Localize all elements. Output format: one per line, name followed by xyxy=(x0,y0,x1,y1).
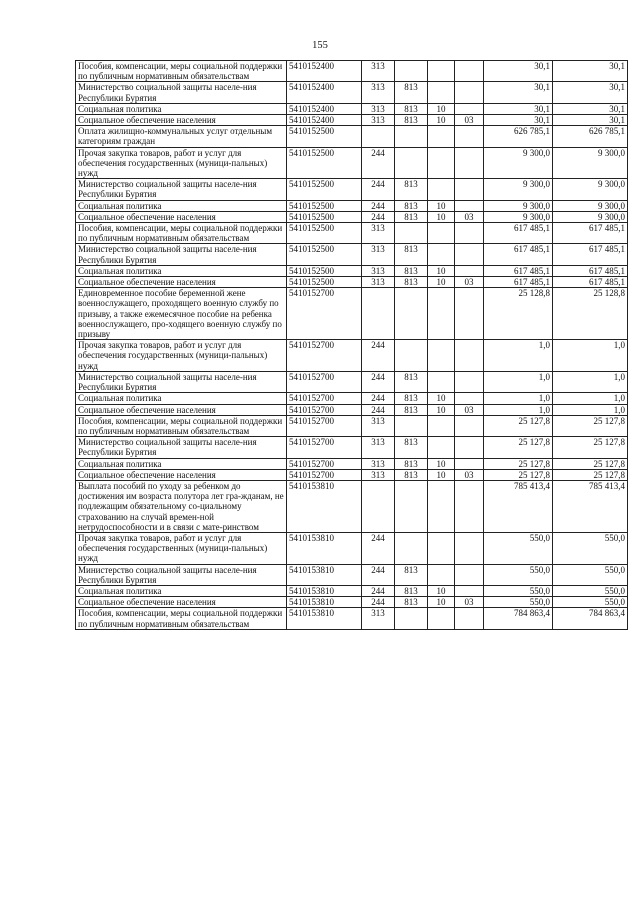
ministry-code-cell: 813 xyxy=(395,371,428,392)
subsection-cell xyxy=(455,585,484,596)
subsection-cell: 03 xyxy=(455,277,484,288)
expense-name-cell: Социальное обеспечение населения xyxy=(76,597,287,608)
expense-type-cell: 313 xyxy=(362,437,395,458)
expense-name-cell: Пособия, компенсации, меры социальной поддержки по публичным нормативным обязательствам xyxy=(76,608,287,629)
expense-type-cell: 313 xyxy=(362,103,395,114)
amount-year1-cell: 617 485,1 xyxy=(484,265,553,276)
section-cell: 10 xyxy=(428,597,455,608)
section-cell xyxy=(428,437,455,458)
amount-year2-cell: 25 127,8 xyxy=(553,458,628,469)
target-article-cell: 5410153810 xyxy=(287,564,362,585)
subsection-cell: 03 xyxy=(455,404,484,415)
expense-type-cell: 244 xyxy=(362,532,395,564)
section-cell xyxy=(428,288,455,340)
amount-year1-cell: 30,1 xyxy=(484,82,553,103)
ministry-code-cell: 813 xyxy=(395,115,428,126)
amount-year1-cell: 30,1 xyxy=(484,103,553,114)
amount-year1-cell: 9 300,0 xyxy=(484,147,553,179)
section-cell: 10 xyxy=(428,211,455,222)
amount-year1-cell: 9 300,0 xyxy=(484,200,553,211)
expense-type-cell: 313 xyxy=(362,608,395,629)
ministry-code-cell: 813 xyxy=(395,265,428,276)
subsection-cell xyxy=(455,244,484,265)
ministry-code-cell: 813 xyxy=(395,404,428,415)
amount-year2-cell: 9 300,0 xyxy=(553,179,628,200)
table-row xyxy=(76,480,628,532)
section-cell: 10 xyxy=(428,200,455,211)
amount-year2-cell: 30,1 xyxy=(553,61,628,82)
ministry-code-cell: 813 xyxy=(395,564,428,585)
subsection-cell xyxy=(455,458,484,469)
table-row xyxy=(76,608,628,629)
table-row xyxy=(76,211,628,222)
target-article-cell: 5410153810 xyxy=(287,480,362,532)
section-cell: 10 xyxy=(428,115,455,126)
subsection-cell: 03 xyxy=(455,597,484,608)
amount-year1-cell: 784 863,4 xyxy=(484,608,553,629)
target-article-cell: 5410152700 xyxy=(287,340,362,372)
table-row xyxy=(76,597,628,608)
expense-type-cell: 244 xyxy=(362,597,395,608)
expense-type-cell: 313 xyxy=(362,223,395,244)
target-article-cell: 5410152700 xyxy=(287,469,362,480)
section-cell: 10 xyxy=(428,585,455,596)
target-article-cell: 5410152700 xyxy=(287,393,362,404)
table-row xyxy=(76,585,628,596)
expense-name-cell: Социальное обеспечение населения xyxy=(76,277,287,288)
table-row xyxy=(76,265,628,276)
expense-type-cell: 244 xyxy=(362,585,395,596)
amount-year2-cell: 30,1 xyxy=(553,82,628,103)
amount-year2-cell: 25 127,8 xyxy=(553,437,628,458)
expense-name-cell: Социальное обеспечение населения xyxy=(76,404,287,415)
expense-name-cell: Пособия, компенсации, меры социальной поддержки по публичным нормативным обязательствам xyxy=(76,415,287,436)
table-row xyxy=(76,244,628,265)
table-row xyxy=(76,200,628,211)
section-cell xyxy=(428,223,455,244)
ministry-code-cell xyxy=(395,61,428,82)
section-cell: 10 xyxy=(428,393,455,404)
amount-year1-cell: 1,0 xyxy=(484,371,553,392)
target-article-cell: 5410152700 xyxy=(287,415,362,436)
amount-year2-cell: 785 413,4 xyxy=(553,480,628,532)
amount-year1-cell: 25 128,8 xyxy=(484,288,553,340)
table-row xyxy=(76,404,628,415)
expense-name-cell: Пособия, компенсации, меры социальной поддержки по публичным нормативным обязательствам xyxy=(76,61,287,82)
expense-type-cell xyxy=(362,480,395,532)
ministry-code-cell: 813 xyxy=(395,200,428,211)
ministry-code-cell xyxy=(395,126,428,147)
expense-type-cell xyxy=(362,288,395,340)
subsection-cell: 03 xyxy=(455,211,484,222)
section-cell xyxy=(428,480,455,532)
amount-year2-cell: 550,0 xyxy=(553,585,628,596)
amount-year1-cell: 550,0 xyxy=(484,585,553,596)
subsection-cell xyxy=(455,61,484,82)
budget-table xyxy=(75,60,628,630)
amount-year1-cell: 626 785,1 xyxy=(484,126,553,147)
subsection-cell xyxy=(455,288,484,340)
expense-name-cell: Социальная политика xyxy=(76,200,287,211)
ministry-code-cell: 813 xyxy=(395,585,428,596)
subsection-cell xyxy=(455,608,484,629)
expense-name-cell: Социальное обеспечение населения xyxy=(76,115,287,126)
table-body xyxy=(76,61,628,630)
amount-year1-cell: 25 127,8 xyxy=(484,458,553,469)
amount-year2-cell: 1,0 xyxy=(553,404,628,415)
subsection-cell xyxy=(455,371,484,392)
target-article-cell: 5410152400 xyxy=(287,115,362,126)
expense-name-cell: Пособия, компенсации, меры социальной поддержки по публичным нормативным обязательствам xyxy=(76,223,287,244)
amount-year2-cell: 9 300,0 xyxy=(553,211,628,222)
target-article-cell: 5410152700 xyxy=(287,371,362,392)
ministry-code-cell: 813 xyxy=(395,211,428,222)
expense-type-cell: 244 xyxy=(362,179,395,200)
amount-year1-cell: 9 300,0 xyxy=(484,211,553,222)
table-row xyxy=(76,277,628,288)
target-article-cell: 5410152700 xyxy=(287,458,362,469)
section-cell xyxy=(428,61,455,82)
expense-name-cell: Социальная политика xyxy=(76,585,287,596)
section-cell xyxy=(428,340,455,372)
expense-type-cell: 244 xyxy=(362,340,395,372)
expense-type-cell: 313 xyxy=(362,115,395,126)
expense-type-cell: 313 xyxy=(362,458,395,469)
target-article-cell: 5410152500 xyxy=(287,265,362,276)
amount-year2-cell: 550,0 xyxy=(553,532,628,564)
target-article-cell: 5410152500 xyxy=(287,277,362,288)
section-cell xyxy=(428,564,455,585)
expense-name-cell: Прочая закупка товаров, работ и услуг для обеспечения государственных (муници-пальных) нужд xyxy=(76,147,287,179)
expense-name-cell: Министерство социальной защиты населе-ния Республики Бурятия xyxy=(76,179,287,200)
expense-name-cell: Единовременное пособие беременной жене военнослужащего, проходящего военную службу по призыву, а также ежемесячное пособие на ребенка военнослужащего, про-ходящего военную службу по призыву xyxy=(76,288,287,340)
target-article-cell: 5410152500 xyxy=(287,126,362,147)
expense-type-cell: 244 xyxy=(362,393,395,404)
table-row xyxy=(76,82,628,103)
target-article-cell: 5410152500 xyxy=(287,200,362,211)
section-cell: 10 xyxy=(428,458,455,469)
expense-name-cell: Социальное обеспечение населения xyxy=(76,469,287,480)
section-cell xyxy=(428,147,455,179)
table-row xyxy=(76,340,628,372)
amount-year1-cell: 617 485,1 xyxy=(484,277,553,288)
amount-year1-cell: 1,0 xyxy=(484,393,553,404)
subsection-cell xyxy=(455,393,484,404)
ministry-code-cell xyxy=(395,532,428,564)
expense-type-cell: 313 xyxy=(362,469,395,480)
expense-name-cell: Прочая закупка товаров, работ и услуг для обеспечения государственных (муници-пальных) нужд xyxy=(76,340,287,372)
amount-year1-cell: 30,1 xyxy=(484,61,553,82)
subsection-cell xyxy=(455,179,484,200)
table-row xyxy=(76,147,628,179)
expense-type-cell: 244 xyxy=(362,404,395,415)
expense-type-cell: 244 xyxy=(362,147,395,179)
expense-type-cell: 313 xyxy=(362,82,395,103)
amount-year1-cell: 25 127,8 xyxy=(484,415,553,436)
expense-type-cell: 244 xyxy=(362,211,395,222)
amount-year2-cell: 30,1 xyxy=(553,103,628,114)
section-cell: 10 xyxy=(428,404,455,415)
target-article-cell: 5410152500 xyxy=(287,211,362,222)
ministry-code-cell: 813 xyxy=(395,82,428,103)
amount-year1-cell: 617 485,1 xyxy=(484,223,553,244)
amount-year2-cell: 25 127,8 xyxy=(553,415,628,436)
table-row xyxy=(76,532,628,564)
ministry-code-cell: 813 xyxy=(395,597,428,608)
section-cell xyxy=(428,415,455,436)
ministry-code-cell xyxy=(395,340,428,372)
target-article-cell: 5410153810 xyxy=(287,608,362,629)
table-row xyxy=(76,415,628,436)
table-row xyxy=(76,103,628,114)
page-number: 155 xyxy=(312,40,328,51)
subsection-cell xyxy=(455,437,484,458)
subsection-cell xyxy=(455,564,484,585)
amount-year2-cell: 550,0 xyxy=(553,597,628,608)
subsection-cell: 03 xyxy=(455,469,484,480)
amount-year2-cell: 617 485,1 xyxy=(553,265,628,276)
amount-year2-cell: 1,0 xyxy=(553,393,628,404)
target-article-cell: 5410152700 xyxy=(287,288,362,340)
expense-type-cell: 313 xyxy=(362,265,395,276)
target-article-cell: 5410152700 xyxy=(287,404,362,415)
expense-name-cell: Министерство социальной защиты населе-ния Республики Бурятия xyxy=(76,437,287,458)
expense-type-cell: 313 xyxy=(362,61,395,82)
expense-type-cell xyxy=(362,126,395,147)
ministry-code-cell: 813 xyxy=(395,458,428,469)
amount-year1-cell: 617 485,1 xyxy=(484,244,553,265)
section-cell: 10 xyxy=(428,103,455,114)
expense-name-cell: Социальная политика xyxy=(76,458,287,469)
expense-type-cell: 313 xyxy=(362,244,395,265)
subsection-cell xyxy=(455,415,484,436)
ministry-code-cell: 813 xyxy=(395,277,428,288)
amount-year2-cell: 25 127,8 xyxy=(553,469,628,480)
target-article-cell: 5410152400 xyxy=(287,82,362,103)
ministry-code-cell: 813 xyxy=(395,244,428,265)
amount-year1-cell: 1,0 xyxy=(484,404,553,415)
subsection-cell xyxy=(455,200,484,211)
ministry-code-cell: 813 xyxy=(395,179,428,200)
table-row xyxy=(76,61,628,82)
amount-year1-cell: 550,0 xyxy=(484,597,553,608)
section-cell xyxy=(428,532,455,564)
subsection-cell xyxy=(455,103,484,114)
subsection-cell xyxy=(455,147,484,179)
target-article-cell: 5410152500 xyxy=(287,147,362,179)
subsection-cell xyxy=(455,223,484,244)
table-row xyxy=(76,371,628,392)
amount-year1-cell: 25 127,8 xyxy=(484,437,553,458)
expense-type-cell: 313 xyxy=(362,415,395,436)
target-article-cell: 5410152500 xyxy=(287,223,362,244)
expense-name-cell: Министерство социальной защиты населе-ния Республики Бурятия xyxy=(76,371,287,392)
section-cell: 10 xyxy=(428,277,455,288)
ministry-code-cell xyxy=(395,415,428,436)
amount-year1-cell: 30,1 xyxy=(484,115,553,126)
amount-year1-cell: 550,0 xyxy=(484,564,553,585)
subsection-cell xyxy=(455,82,484,103)
ministry-code-cell: 813 xyxy=(395,437,428,458)
table-row xyxy=(76,458,628,469)
table-row xyxy=(76,126,628,147)
expense-name-cell: Социальная политика xyxy=(76,393,287,404)
expense-type-cell: 244 xyxy=(362,564,395,585)
section-cell: 10 xyxy=(428,265,455,276)
expense-name-cell: Социальная политика xyxy=(76,103,287,114)
amount-year2-cell: 617 485,1 xyxy=(553,277,628,288)
target-article-cell: 5410153810 xyxy=(287,585,362,596)
ministry-code-cell xyxy=(395,608,428,629)
ministry-code-cell: 813 xyxy=(395,103,428,114)
section-cell xyxy=(428,371,455,392)
table-row xyxy=(76,393,628,404)
subsection-cell: 03 xyxy=(455,115,484,126)
expense-name-cell: Социальная политика xyxy=(76,265,287,276)
amount-year2-cell: 617 485,1 xyxy=(553,244,628,265)
section-cell xyxy=(428,82,455,103)
expense-type-cell: 244 xyxy=(362,200,395,211)
amount-year2-cell: 9 300,0 xyxy=(553,200,628,211)
expense-name-cell: Министерство социальной защиты населе-ния Республики Бурятия xyxy=(76,564,287,585)
ministry-code-cell: 813 xyxy=(395,393,428,404)
section-cell xyxy=(428,126,455,147)
ministry-code-cell xyxy=(395,480,428,532)
amount-year2-cell: 9 300,0 xyxy=(553,147,628,179)
section-cell xyxy=(428,608,455,629)
amount-year2-cell: 30,1 xyxy=(553,115,628,126)
target-article-cell: 5410152500 xyxy=(287,244,362,265)
subsection-cell xyxy=(455,532,484,564)
amount-year1-cell: 1,0 xyxy=(484,340,553,372)
table-row xyxy=(76,288,628,340)
amount-year2-cell: 1,0 xyxy=(553,371,628,392)
table-row xyxy=(76,437,628,458)
target-article-cell: 5410153810 xyxy=(287,532,362,564)
amount-year1-cell: 9 300,0 xyxy=(484,179,553,200)
expense-name-cell: Министерство социальной защиты населе-ния Республики Бурятия xyxy=(76,244,287,265)
expense-name-cell: Оплата жилищно-коммунальных услуг отдельным категориям граждан xyxy=(76,126,287,147)
amount-year2-cell: 617 485,1 xyxy=(553,223,628,244)
ministry-code-cell xyxy=(395,288,428,340)
amount-year2-cell: 1,0 xyxy=(553,340,628,372)
amount-year1-cell: 785 413,4 xyxy=(484,480,553,532)
ministry-code-cell xyxy=(395,223,428,244)
amount-year2-cell: 25 128,8 xyxy=(553,288,628,340)
table-row xyxy=(76,564,628,585)
target-article-cell: 5410152400 xyxy=(287,103,362,114)
expense-name-cell: Выплата пособий по уходу за ребенком до достижения им возраста полутора лет гра-жданам, не подлежащим обязательному со-циальному страхованию на случай времен-ной нетрудоспособности и в связи с мате-ринством xyxy=(76,480,287,532)
expense-name-cell: Прочая закупка товаров, работ и услуг для обеспечения государственных (муници-пальных) нужд xyxy=(76,532,287,564)
expense-name-cell: Социальное обеспечение населения xyxy=(76,211,287,222)
table-row xyxy=(76,469,628,480)
target-article-cell: 5410152700 xyxy=(287,437,362,458)
target-article-cell: 5410152400 xyxy=(287,61,362,82)
target-article-cell: 5410152500 xyxy=(287,179,362,200)
amount-year1-cell: 550,0 xyxy=(484,532,553,564)
table-row xyxy=(76,223,628,244)
section-cell xyxy=(428,244,455,265)
subsection-cell xyxy=(455,126,484,147)
table-row xyxy=(76,115,628,126)
amount-year2-cell: 784 863,4 xyxy=(553,608,628,629)
expense-type-cell: 244 xyxy=(362,371,395,392)
subsection-cell xyxy=(455,340,484,372)
subsection-cell xyxy=(455,480,484,532)
section-cell: 10 xyxy=(428,469,455,480)
amount-year1-cell: 25 127,8 xyxy=(484,469,553,480)
expense-name-cell: Министерство социальной защиты населе-ния Республики Бурятия xyxy=(76,82,287,103)
section-cell xyxy=(428,179,455,200)
amount-year2-cell: 626 785,1 xyxy=(553,126,628,147)
expense-type-cell: 313 xyxy=(362,277,395,288)
ministry-code-cell: 813 xyxy=(395,469,428,480)
subsection-cell xyxy=(455,265,484,276)
amount-year2-cell: 550,0 xyxy=(553,564,628,585)
table-row xyxy=(76,179,628,200)
ministry-code-cell xyxy=(395,147,428,179)
target-article-cell: 5410153810 xyxy=(287,597,362,608)
